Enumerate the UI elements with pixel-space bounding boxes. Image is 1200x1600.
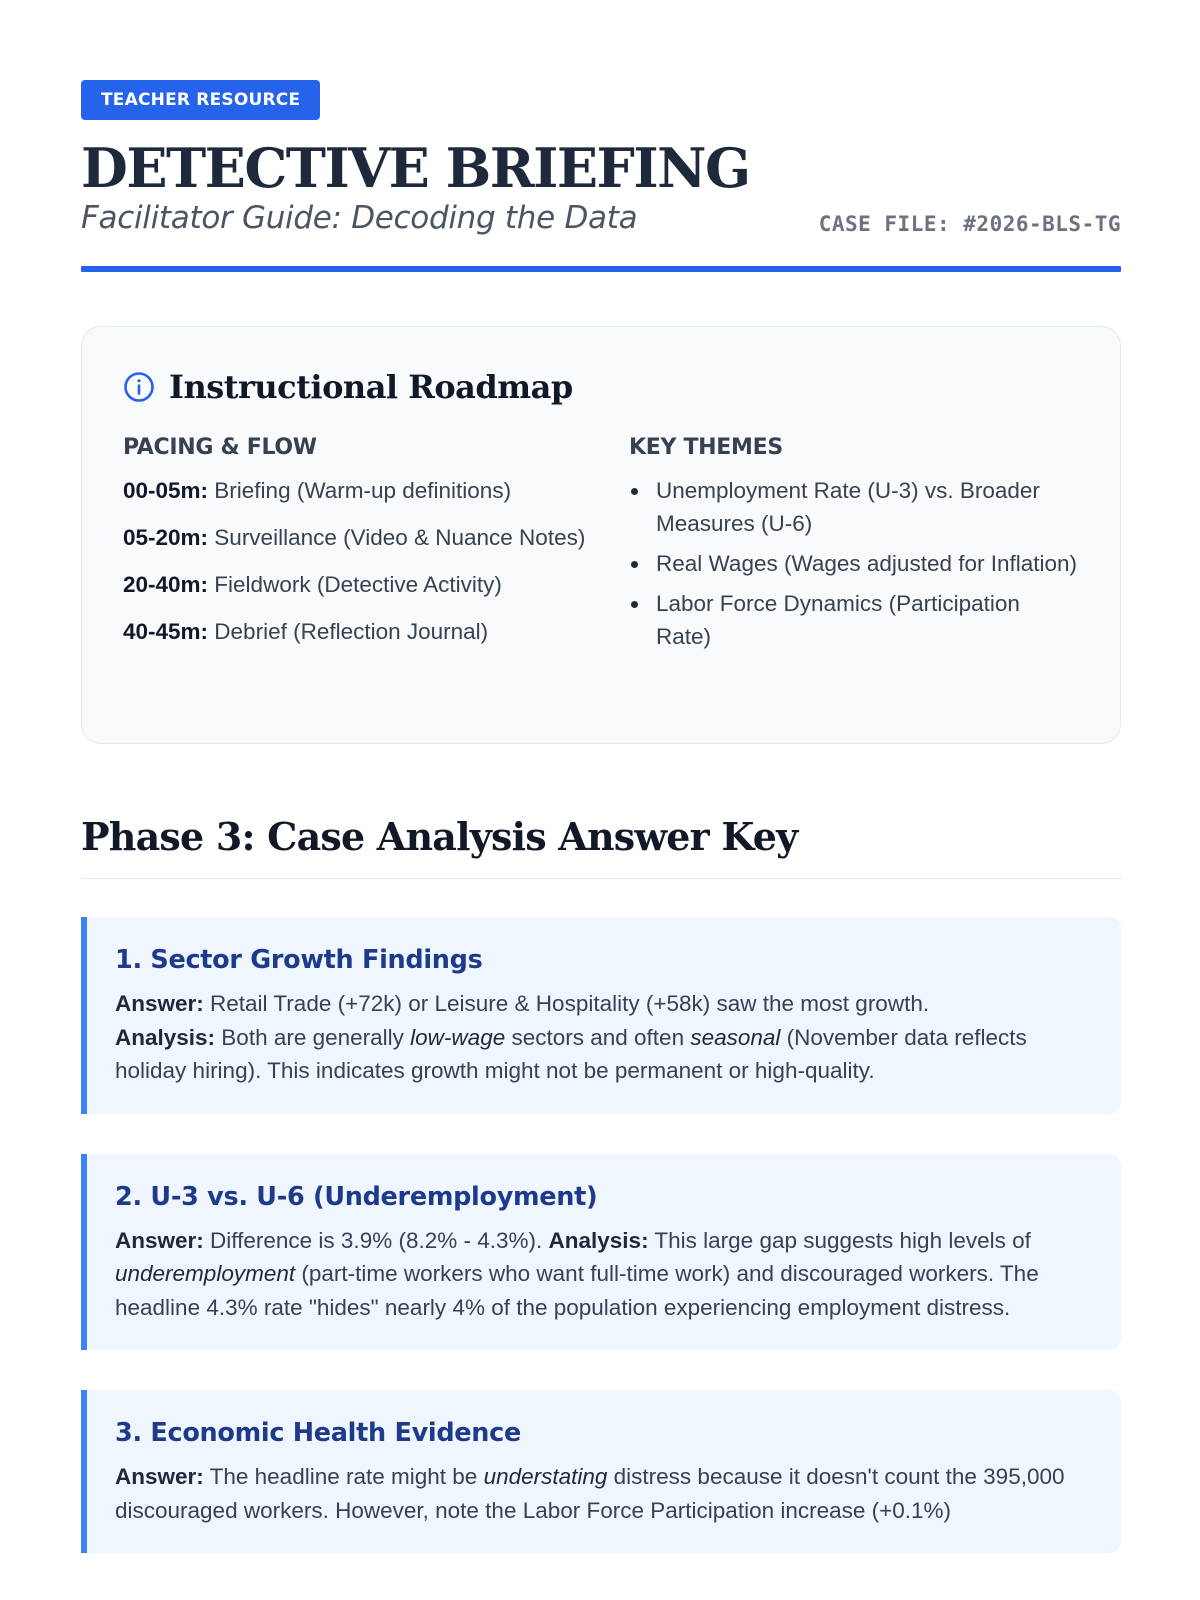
teacher-resource-badge: TEACHER RESOURCE [81, 80, 320, 120]
emphasis-text: understating [483, 1464, 608, 1489]
theme-item: Unemployment Rate (U-3) vs. Broader Measures (U-6) [629, 474, 1080, 540]
card-title: 1. Sector Growth Findings [115, 945, 483, 975]
card-title: 3. Economic Health Evidence [115, 1418, 521, 1448]
answer-label: Answer: [115, 991, 204, 1016]
answer-text: The headline rate might be [203, 1464, 484, 1489]
page-title: DETECTIVE BRIEFING [81, 136, 750, 200]
answer-label: Answer: [115, 1227, 204, 1253]
themes-column [629, 435, 1080, 662]
header [81, 80, 1121, 272]
theme-item: Labor Force Dynamics (Participation Rate) [629, 587, 1080, 653]
card-body [115, 1460, 1091, 1527]
document-page [81, 80, 1121, 1553]
analysis-text: (November data reflects holiday hiring). This indicates growth might not be permanent or high-quality. [115, 1024, 1027, 1083]
pacing-column [123, 435, 629, 662]
answer-card-economic-health [81, 1390, 1121, 1553]
pacing-text: Surveillance (Video & Nuance Notes) [208, 525, 586, 550]
emphasis-text: low-wage [410, 1024, 506, 1050]
pacing-heading: PACING & FLOW [123, 435, 317, 460]
emphasis-text: seasonal [690, 1024, 781, 1050]
pacing-time: 05-20m: [123, 525, 209, 550]
subtitle-row [81, 198, 1121, 244]
answer-text: distress because it doesn't count the 395,000 discouraged workers. However, note the Labor Force Participation increase (+0.1%) [115, 1464, 1065, 1523]
answer-text: Difference is 3.9% (8.2% - 4.3%). [203, 1227, 549, 1253]
pacing-item [123, 521, 629, 554]
instructional-roadmap-panel [81, 326, 1121, 744]
info-icon [123, 371, 155, 403]
pacing-text: Fieldwork (Detective Activity) [208, 572, 502, 597]
pacing-time: 00-05m: [123, 478, 209, 503]
answer-label: Answer: [115, 1464, 204, 1489]
answer-card-sector-growth [81, 917, 1121, 1114]
answer-text: Retail Trade (+72k) or Leisure & Hospitality (+58k) saw the most growth. [203, 991, 930, 1016]
answer-key-title: Phase 3: Case Analysis Answer Key [81, 814, 798, 859]
analysis-label: Analysis: [548, 1227, 649, 1253]
pacing-time: 20-40m: [123, 572, 209, 597]
pacing-text: Debrief (Reflection Journal) [208, 619, 489, 644]
pacing-text: Briefing (Warm-up definitions) [208, 478, 512, 503]
card-title: 2. U-3 vs. U-6 (Underemployment) [115, 1181, 598, 1212]
roadmap-title: Instructional Roadmap [169, 368, 573, 406]
case-file-id: CASE FILE: #2026-BLS-TG [818, 212, 1121, 236]
emphasis-text: underemployment [115, 1261, 296, 1286]
analysis-text: This large gap suggests high levels of [648, 1227, 1031, 1253]
themes-list [629, 474, 1080, 653]
analysis-text: (part-time workers who want full-time work) and discouraged workers. The headline 4.3% rate "hides" nearly 4% of the population experiencing employment distress. [115, 1261, 1039, 1320]
analysis-text: Both are generally [215, 1024, 411, 1050]
card-body [115, 1224, 1091, 1325]
header-divider [81, 266, 1121, 272]
card-body [115, 987, 1091, 1088]
pacing-item [123, 568, 629, 601]
pacing-time: 40-45m: [123, 619, 209, 644]
page-subtitle: Facilitator Guide: Decoding the Data [81, 200, 638, 236]
pacing-item [123, 474, 629, 507]
answer-card-underemployment [81, 1154, 1121, 1351]
roadmap-columns [123, 435, 1080, 662]
pacing-item [123, 615, 629, 648]
roadmap-header [123, 367, 1080, 407]
section-divider [81, 878, 1121, 879]
theme-item: Real Wages (Wages adjusted for Inflation) [629, 547, 1080, 580]
themes-heading: KEY THEMES [629, 435, 783, 460]
analysis-text: sectors and often [505, 1024, 691, 1050]
analysis-label: Analysis: [115, 1024, 216, 1050]
